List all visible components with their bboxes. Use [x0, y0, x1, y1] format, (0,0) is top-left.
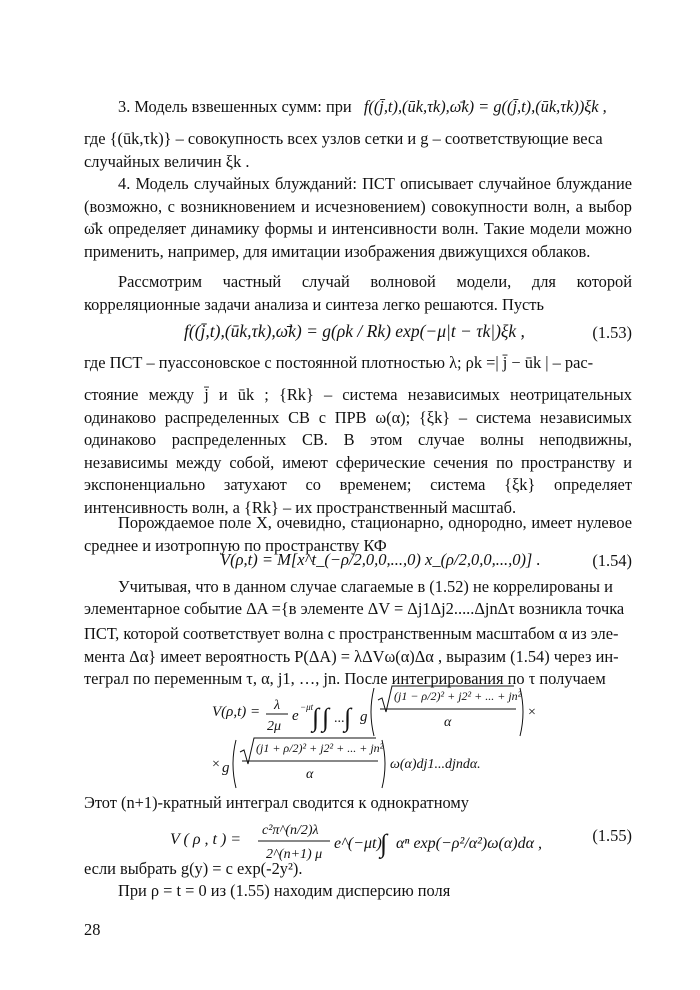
wave-after153-rest: стояние между j̄ и ūk ; {Rk} – система независимых неотрицательных одинаково распределенных СВ с ПРВ ω(α); {ξk} – система независимых одинаково распределенных СВ. В этом случае волны неподвижны, независимы между собой, имеют сферические сечения по пространству и экспоненциально затухают со временем; система {ξk} определяет интенсивность волн, а {Rk} – их пространственный масштаб. [84, 385, 632, 517]
paren-left-1 [371, 688, 374, 736]
integral-dots: ... [334, 711, 345, 726]
times-sign-2: × [212, 757, 220, 772]
item4-paragraph: 4. Модель случайных блужданий: ПСТ описывает случайное блуждание (возможно, с возникновением и исчезновением) совокупности волн, а выбор ω̄k определяет динамику формы и интенсивности волн. Такие модели можно применить, например, для имитации изображения движущихся облаков. [84, 174, 632, 261]
alpha-den-1: α [444, 715, 452, 730]
integral-frac-num: λ [274, 698, 281, 713]
equation-number-1-54: (1.54) [592, 551, 632, 570]
alpha-den-2: α [306, 767, 314, 782]
sqrt-content-2: (j1 + ρ/2)² + j2² + ... + jn² [256, 741, 384, 755]
paren-left-2 [233, 740, 236, 788]
item3-line2a: где {(ūk,τk)} – совокупность всех узлов сетки и g – соответствующие веса [84, 129, 603, 148]
page-number: 28 [84, 920, 101, 939]
considering-line3: ПСТ, которой соответствует волна с пространственным масштабом α из эле- [84, 624, 619, 643]
integral-sign-3: ∫ [344, 703, 352, 732]
reduce-text: Этот (n+1)-кратный интеграл сводится к однократному [84, 793, 469, 812]
integral-sign-1: ∫ [312, 703, 320, 732]
eq155-body: αⁿ exp(−ρ²/α²)ω(α)dα , [396, 835, 542, 852]
integral-frac-den: 2μ [267, 719, 282, 734]
equation-1-54: V(ρ,t) = M[x^t_(−ρ/2,0,0,...,0) x_(ρ/2,0,0,...,0)] . [220, 550, 541, 569]
integral-formula [200, 682, 560, 794]
sqrt-content-1: (j1 − ρ/2)² + j2² + ... + jn² [394, 689, 522, 703]
eq155-lhs: V ( ρ , t ) = [170, 831, 242, 848]
wave-intro: Рассмотрим частный случай волновой модели, для которой корреляционные задачи анализа и синтеза легко решаются. Пусть [84, 272, 632, 314]
equation-number-1-55: (1.55) [592, 826, 632, 845]
integral-g-2: g [222, 760, 230, 776]
integral-exp: e [292, 708, 299, 724]
item3-line2b: случайных величин ξk . [84, 152, 250, 171]
field-paragraph: Порождаемое поле X, очевидно, стационарно, однородно, имеет нулевое среднее и изотропную по пространству КФ [84, 513, 632, 555]
eq155-den: 2^(n+1) μ [266, 847, 323, 862]
item3-formula: f((j̄,t),(ūk,τk),ω̄k) = g((j̄,t),(ūk,τk))ξk , [363, 97, 607, 116]
integral-sign-2: ∫ [322, 703, 330, 732]
integral-lhs: V(ρ,t) = [212, 704, 261, 720]
integral-exp-sup: −μt [300, 702, 314, 712]
equation-1-53: f((j̄,t),(ūk,τk),ω̄k) = g(ρk / Rk) exp(−μ|t − τk|)ξk , [184, 321, 525, 341]
eq155-integral: ∫ [380, 829, 388, 858]
integral-g-1: g [360, 709, 368, 725]
wave-after153-line1: где ПСТ – пуассоновское с постоянной плотностью λ; ρk =| j̄ − ūk | – рас- [84, 353, 594, 372]
eq155-num: c²π^(n/2)λ [262, 823, 319, 838]
eq155-exp: e^(−μt) [334, 835, 382, 852]
item3-lead-text: 3. Модель взвешенных сумм: при [118, 97, 352, 116]
considering-line2: элементарное событие ΔA ={в элементе ΔV = Δj1Δj2.....ΔjnΔτ возникла точка [84, 599, 625, 618]
reduce-last: При ρ = t = 0 из (1.55) находим дисперсию поля [118, 881, 451, 900]
item3-lead [84, 96, 632, 118]
reduce-choice: если выбрать g(y) = c exp(-2y²). [84, 859, 303, 878]
times-sign: × [528, 705, 536, 720]
considering-line4: мента Δα} имеет вероятность P(ΔA) = λΔVω(α)Δα , выразим (1.54) через ин- [84, 647, 619, 666]
considering-line5: теграл по переменным τ, α, j1, …, jn. После интегрирования по τ получаем [84, 669, 606, 688]
equation-number-1-53: (1.53) [592, 323, 632, 342]
considering-line1: Учитывая, что в данном случае слагаемые в (1.52) не коррелированы и [118, 577, 613, 596]
integral-tail: ω(α)dj1...djndα. [390, 757, 481, 772]
